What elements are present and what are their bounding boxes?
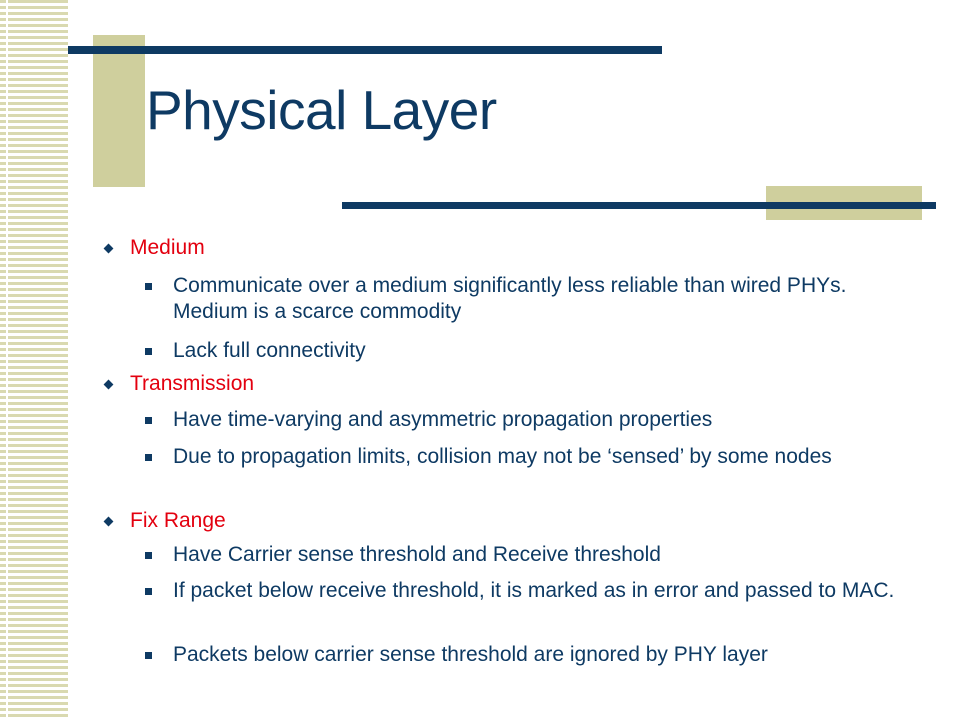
bullet-item — [145, 444, 905, 470]
square-bullet-icon — [145, 417, 152, 424]
bullet-text: Have time-varying and asymmetric propagation properties — [173, 408, 713, 431]
section-heading-text: Fix Range — [130, 509, 226, 532]
bullet-text: Due to propagation limits, collision may not be ‘sensed’ by some nodes — [173, 445, 832, 468]
bullet-text: If packet below receive threshold, it is marked as in error and passed to MAC. — [173, 579, 895, 602]
square-bullet-icon — [145, 652, 152, 659]
bullet-item — [145, 542, 905, 568]
bullet-item — [145, 273, 905, 325]
bullet-text: Lack full connectivity — [173, 339, 366, 362]
section-heading-medium — [105, 236, 205, 260]
bullet-text: Have Carrier sense threshold and Receive threshold — [173, 543, 661, 566]
bullet-item — [145, 578, 905, 604]
square-bullet-icon — [145, 283, 152, 290]
diamond-bullet-icon — [104, 380, 114, 390]
diamond-bullet-icon — [104, 517, 114, 527]
bullet-item — [145, 338, 905, 364]
square-bullet-icon — [145, 348, 152, 355]
slide-title: Physical Layer — [146, 79, 497, 141]
square-bullet-icon — [145, 552, 152, 559]
section-heading-transmission — [105, 372, 254, 396]
section-heading-fix-range — [105, 509, 226, 533]
bullet-text: Packets below carrier sense threshold are ignored by PHY layer — [173, 643, 768, 666]
square-bullet-icon — [145, 588, 152, 595]
bullet-item — [145, 407, 905, 433]
section-heading-text: Transmission — [130, 372, 255, 395]
section-heading-text: Medium — [130, 236, 205, 259]
bullet-text: Communicate over a medium significantly less reliable than wired PHYs. Medium is a scarce commodity — [173, 274, 847, 323]
square-bullet-icon — [145, 454, 152, 461]
bullet-item — [145, 642, 905, 668]
diamond-bullet-icon — [104, 244, 114, 254]
